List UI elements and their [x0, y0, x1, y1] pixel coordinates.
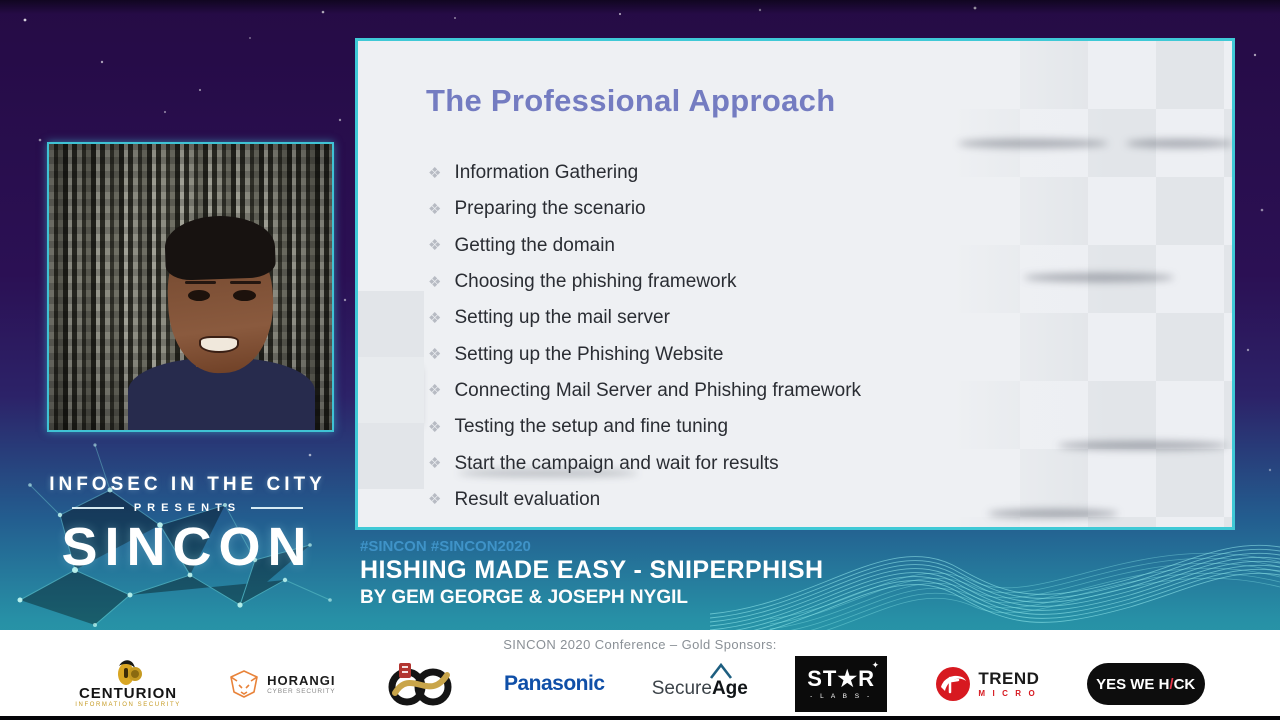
- event-branding: [20, 474, 355, 578]
- sponsor-centurion-logo: CENTURION INFORMATION SECURITY: [75, 660, 181, 708]
- bullet-item: ❖ Preparing the scenario: [428, 198, 646, 220]
- diamond-bullet-icon: ❖: [428, 164, 442, 182]
- diamond-bullet-icon: ❖: [428, 346, 442, 364]
- speaker-webcam-video: [47, 142, 334, 432]
- diamond-bullet-icon: ❖: [428, 418, 442, 436]
- slide-bullet-list: [428, 155, 861, 518]
- diamond-bullet-icon: ❖: [428, 455, 442, 473]
- slide-title: The Professional Approach: [426, 83, 836, 118]
- bullet-item: ❖ Connecting Mail Server and Phishing framework: [428, 379, 862, 401]
- bullet-item: ❖ Information Gathering: [428, 162, 639, 184]
- infosec-in-the-city-label: INFOSEC IN THE CITY: [49, 474, 326, 495]
- rule-left: [72, 507, 124, 509]
- presentation-slide: [355, 38, 1235, 530]
- sponsor-logos-row: [0, 654, 1280, 714]
- trendmicro-ball-icon: [934, 665, 972, 703]
- star-icon: ✦: [871, 660, 880, 670]
- talk-speakers: BY GEM GEORGE & JOSEPH NYGIL: [360, 587, 688, 608]
- sponsors-header: SINCON 2020 Conference – Gold Sponsors:: [503, 637, 777, 652]
- diamond-bullet-icon: ❖: [428, 382, 442, 400]
- bottom-black-strip: [0, 716, 1280, 720]
- sponsor-panasonic-logo: Panasonic: [503, 672, 605, 695]
- hashtags-label: #SINCON #SINCON2020: [360, 538, 531, 555]
- sincon-logo-text: SINCON: [61, 517, 314, 577]
- session-info: [360, 538, 823, 609]
- diamond-bullet-icon: ❖: [428, 237, 442, 255]
- talk-title: HISHING MADE EASY - SNIPERPHISH: [360, 556, 824, 584]
- secureage-caret-icon: [708, 662, 734, 680]
- sponsor-yeswehack-logo: YES WE H/CK: [1087, 663, 1205, 705]
- bullet-item: ❖ Start the campaign and wait for results: [428, 452, 779, 474]
- rule-right: [251, 507, 303, 509]
- diamond-bullet-icon: ❖: [428, 491, 442, 509]
- sponsor-ink-calligraphy-logo: [383, 659, 457, 709]
- slash-glyph: /: [1169, 675, 1174, 693]
- diamond-bullet-icon: ❖: [428, 200, 442, 218]
- diamond-bullet-icon: ❖: [428, 309, 442, 327]
- bullet-item: ❖ Getting the domain: [428, 234, 615, 256]
- centurion-helmet-icon: [111, 660, 145, 686]
- presents-label: PRESENTS: [133, 502, 242, 514]
- ink-infinity-icon: [383, 659, 457, 709]
- bullet-item: ❖ Result evaluation: [428, 488, 601, 510]
- horangi-tiger-icon: [228, 669, 260, 699]
- bullet-item: ❖ Testing the setup and fine tuning: [428, 416, 729, 438]
- bullet-item: ❖ Setting up the mail server: [428, 307, 670, 329]
- speaker-person: [49, 144, 332, 430]
- sponsor-horangi-logo: HORANGI CYBER SECURITY: [228, 669, 335, 699]
- sponsor-trendmicro-logo: TREND M I C R O: [934, 665, 1039, 703]
- sponsor-starlabs-logo: ✦ ST★R - L A B S -: [795, 656, 887, 712]
- sponsor-secureage-logo: Secure Age: [652, 668, 748, 700]
- top-shade: [0, 0, 1280, 14]
- sponsor-bar: [0, 630, 1280, 716]
- bullet-item: ❖ Setting up the Phishing Website: [428, 343, 724, 365]
- bullet-item: ❖ Choosing the phishing framework: [428, 271, 737, 293]
- diamond-bullet-icon: ❖: [428, 273, 442, 291]
